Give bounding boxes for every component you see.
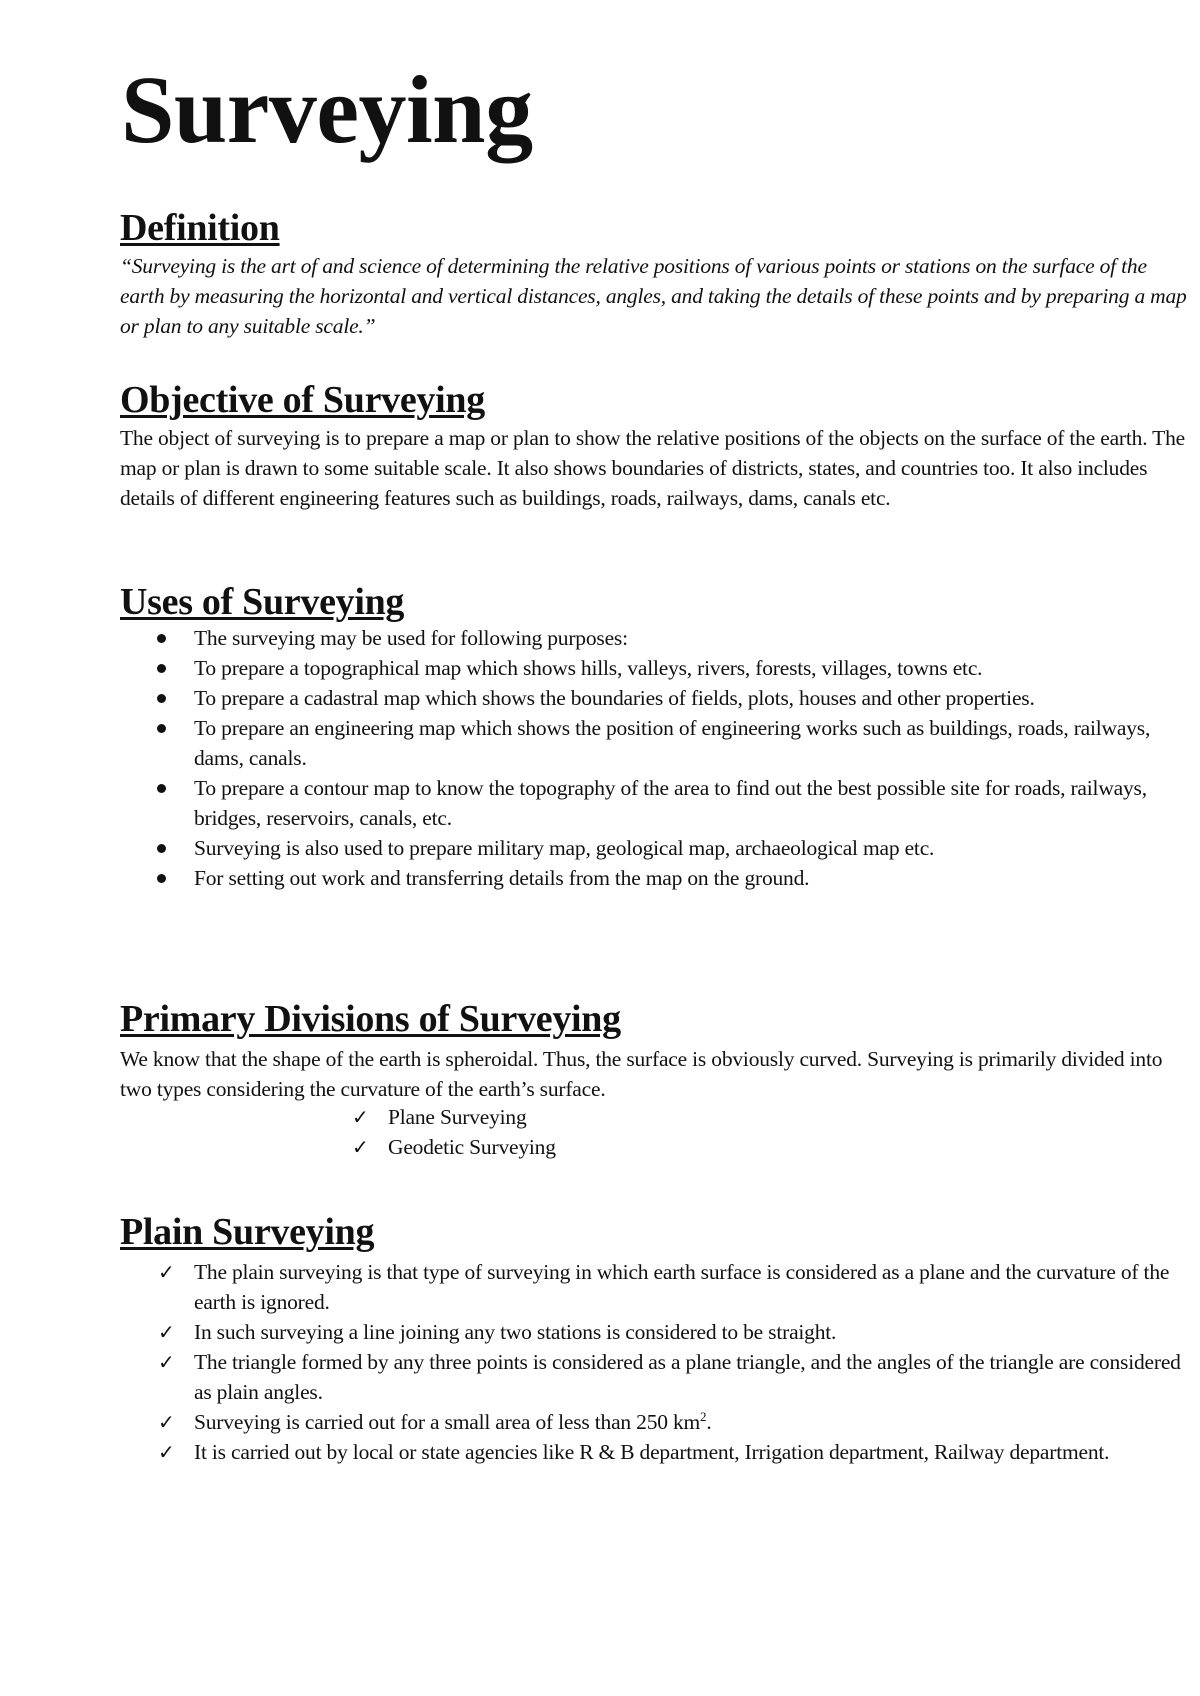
list-item: For setting out work and transferring details from the map on the ground. — [194, 863, 1194, 893]
list-item: ✓ Plane Surveying — [388, 1102, 988, 1132]
checkmark-icon: ✓ — [158, 1320, 175, 1344]
area-superscript: 2 — [700, 1408, 707, 1424]
objective-text: The object of surveying is to prepare a map or plan to show the relative positions of the objects on the surface of the earth. The map or plan is drawn to some suitable scale. It also shows boundaries of districts, states, and countries too. It also includes details of different engineering features such as buildings, roads, railways, dams, canals etc. — [120, 426, 1185, 510]
list-item: ✓ The triangle formed by any three points is considered as a plane triangle, and the angles of the triangle are considered as plain angles. — [194, 1347, 1194, 1407]
plain-surveying-list — [158, 1257, 1194, 1467]
bullet-icon — [157, 664, 166, 673]
list-item: To prepare an engineering map which shows the position of engineering works such as buildings, roads, railways, dams, canals. — [194, 713, 1194, 773]
list-item: ✓ It is carried out by local or state agencies like R & B department, Irrigation department, Railway department. — [194, 1437, 1194, 1467]
bullet-icon — [157, 634, 166, 643]
heading-plain-surveying: Plain Surveying — [120, 1211, 375, 1253]
checkmark-icon: ✓ — [352, 1105, 369, 1129]
definition-text: “Surveying is the art of and science of determining the relative positions of various points or stations on the surface of the earth by measuring the horizontal and vertical distances, angles, and taking the details of these points and by preparing a map or plan to any suitable scale.” — [120, 254, 1187, 338]
bullet-icon — [157, 844, 166, 853]
checkmark-icon: ✓ — [158, 1260, 175, 1284]
checkmark-icon: ✓ — [158, 1440, 175, 1464]
list-item: Surveying is also used to prepare military map, geological map, archaeological map etc. — [194, 833, 1194, 863]
uses-list — [194, 623, 1194, 893]
list-item: ✓ Geodetic Surveying — [388, 1132, 988, 1162]
list-item: ✓ Surveying is carried out for a small area of less than 250 $km^2$. — [194, 1407, 1194, 1437]
heading-objective: Objective of Surveying — [120, 379, 485, 421]
heading-uses: Uses of Surveying — [120, 581, 405, 623]
primary-divisions-list — [352, 1102, 988, 1162]
list-item: The surveying may be used for following purposes: — [194, 623, 1194, 653]
checkmark-icon: ✓ — [352, 1135, 369, 1159]
bullet-icon — [157, 874, 166, 883]
list-item: ✓ In such surveying a line joining any two stations is considered to be straight. — [194, 1317, 1194, 1347]
list-item: To prepare a topographical map which shows hills, valleys, rivers, forests, villages, towns etc. — [194, 653, 1194, 683]
list-item: To prepare a cadastral map which shows the boundaries of fields, plots, houses and other properties. — [194, 683, 1194, 713]
checkmark-icon: ✓ — [158, 1350, 175, 1374]
list-item: To prepare a contour map to know the topography of the area to find out the best possible site for roads, railways, bridges, reservoirs, canals, etc. — [194, 773, 1194, 833]
heading-definition: Definition — [120, 207, 280, 249]
bullet-icon — [157, 724, 166, 733]
page-title: Surveying — [121, 56, 533, 163]
bullet-icon — [157, 694, 166, 703]
primary-divisions-text: We know that the shape of the earth is spheroidal. Thus, the surface is obviously curved. Surveying is primarily divided into two types considering the curvature of the earth’s surface. — [120, 1047, 1163, 1101]
list-item: ✓ The plain surveying is that type of surveying in which earth surface is considered as a plane and the curvature of the earth is ignored. — [194, 1257, 1194, 1317]
area-suffix: . — [706, 1410, 712, 1434]
bullet-icon — [157, 784, 166, 793]
checkmark-icon: ✓ — [158, 1410, 175, 1434]
heading-primary-divisions: Primary Divisions of Surveying — [120, 998, 621, 1040]
